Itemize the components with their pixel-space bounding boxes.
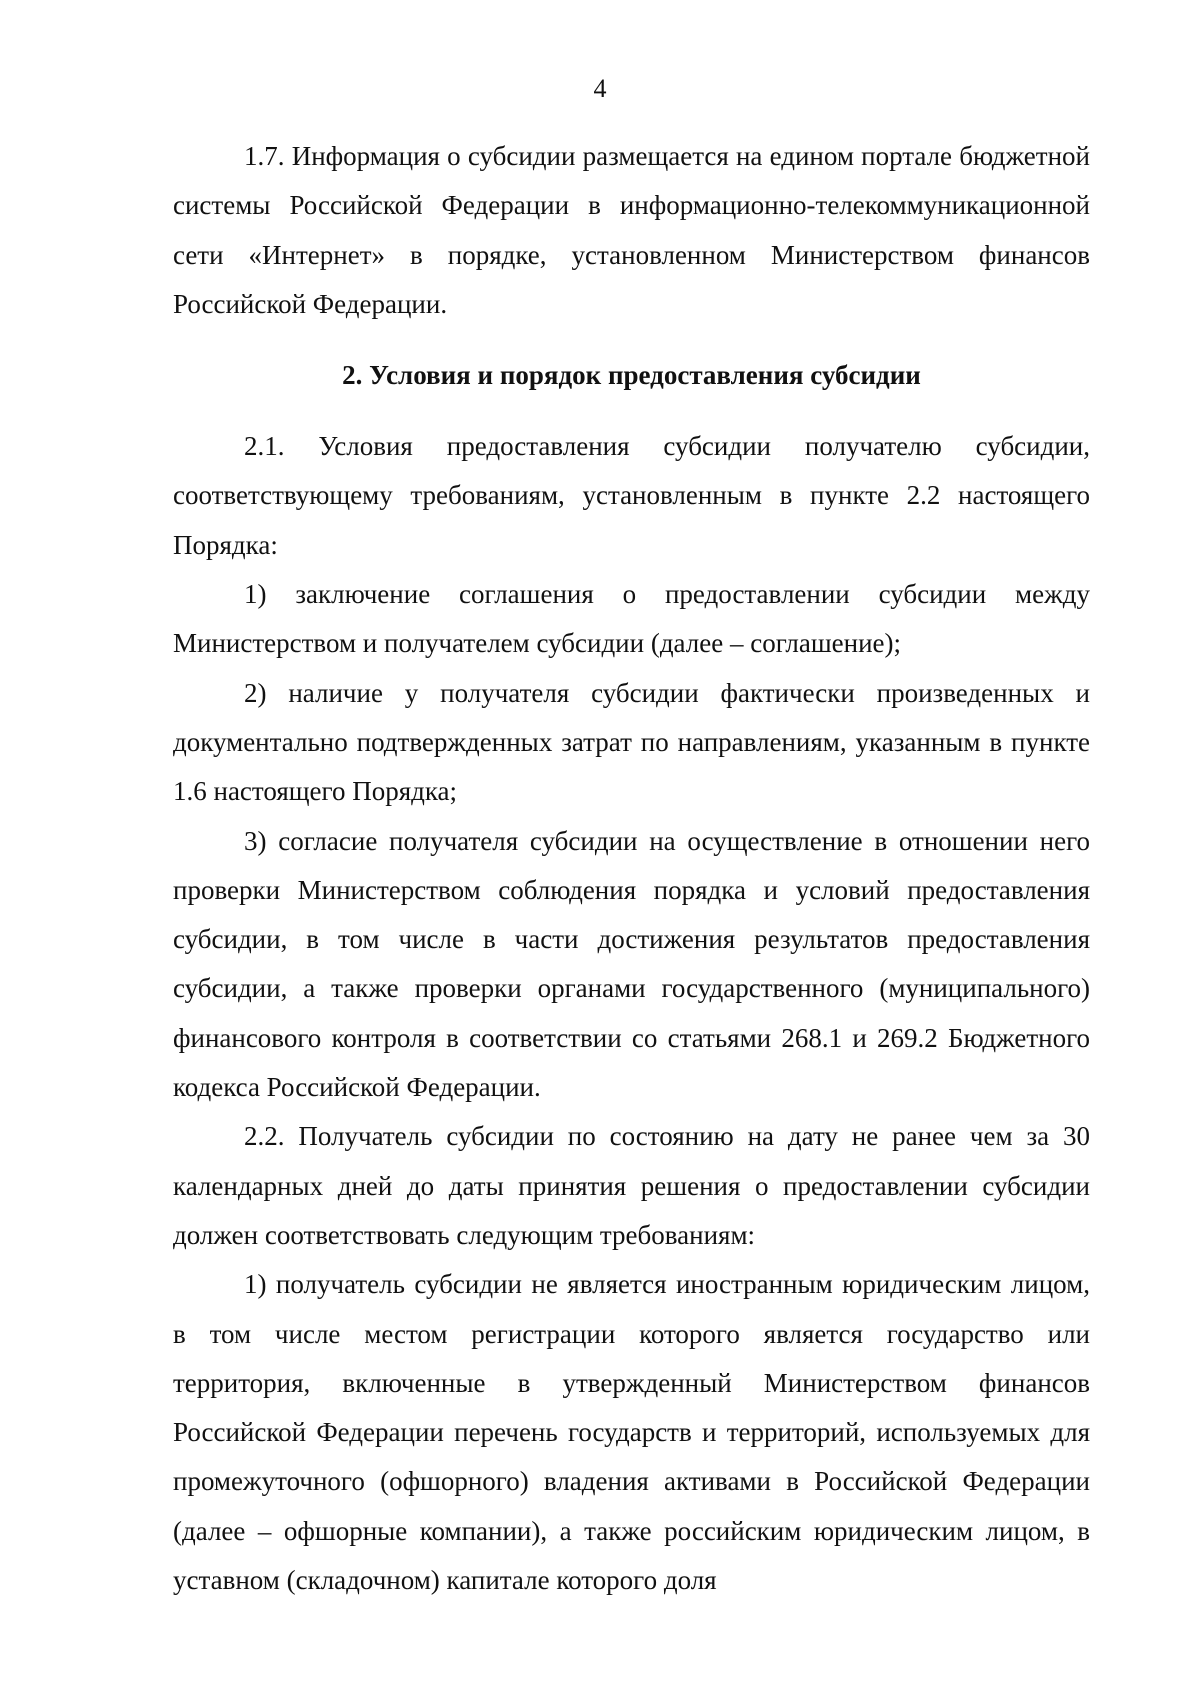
list-item-2-1-2: 2) наличие у получателя субсидии фактически произведенных и документально подтвержденных затрат по направлениям, указанным в пункте 1.6 настоящего Порядка; bbox=[173, 677, 1090, 807]
paragraph-1-7: 1.7. Информация о субсидии размещается на едином портале бюджетной системы Российской Федерации в информационно-телекоммуникационной сети «Интернет» в порядке, установленном Министерством финансов Российской Федерации. bbox=[173, 141, 1090, 319]
page-number: 4 bbox=[593, 74, 607, 103]
list-item-2-1-3: 3) согласие получателя субсидии на осуществление в отношении него проверки Министерством соблюдения порядка и условий предоставления субсидии, в том числе в части достижения результатов предоставления субсидии, а также проверки органами государственного (муниципального) финансового контроля в соответствии со статьями 268.1 и 269.2 Бюджетного кодекса Российской Федерации. bbox=[173, 825, 1090, 1103]
list-item-2-1-1: 1) заключение соглашения о предоставлении субсидии между Министерством и получателем субсидии (далее – соглашение); bbox=[173, 579, 1090, 659]
section-heading: 2. Условия и порядок предоставления субсидии bbox=[342, 360, 921, 391]
paragraph-2-1: 2.1. Условия предоставления субсидии получателю субсидии, соответствующему требованиям, установленным в пункте 2.2 настоящего Порядка: bbox=[173, 431, 1090, 560]
document-body bbox=[173, 132, 1090, 1605]
list-item-2-2-1: 1) получатель субсидии не является иностранным юридическим лицом, в том числе местом регистрации которого является государство или территория, включенные в утвержденный Министерством финансов Российской Федерации перечень государств и территорий, используемых для промежуточного (офшорного) владения активами в Российской Федерации (далее – офшорные компании), а также российским юридическим лицом, в уставном (складочном) капитале которого доля bbox=[173, 1269, 1090, 1596]
paragraph-2-2: 2.2. Получатель субсидии по состоянию на дату не ранее чем за 30 календарных дней до даты принятия решения о предоставлении субсидии должен соответствовать следующим требованиям: bbox=[173, 1121, 1090, 1250]
